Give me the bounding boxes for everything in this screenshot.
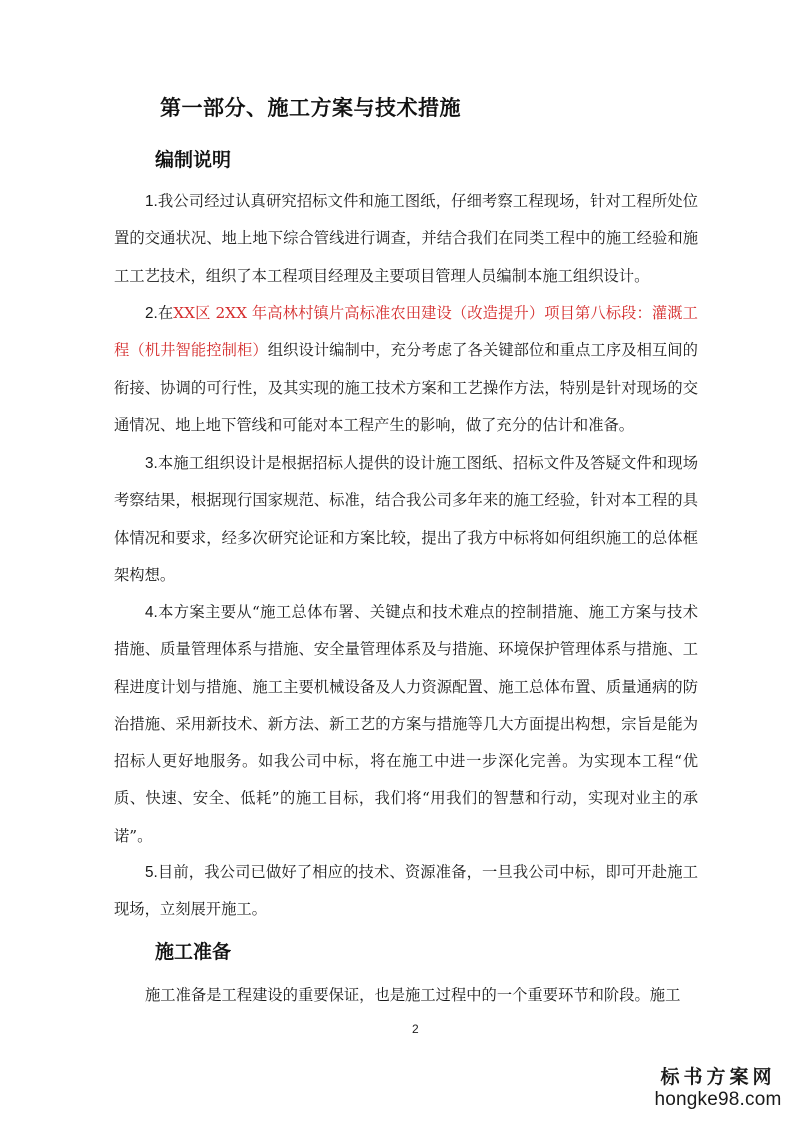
- paragraph-3-number: 3.: [145, 455, 158, 472]
- paragraph-4: [114, 594, 698, 855]
- paragraph-1-text: 我公司经过认真研究招标文件和施工图纸，仔细考察工程现场，针对工程所处位置的交通状况、地上地下综合管线进行调查，并结合我们在同类工程中的施工经验和施工工艺技术，组织了本工程项目经理及主要项目管理人员编制本施工组织设计。: [114, 192, 698, 285]
- paragraph-5-text: 目前，我公司已做好了相应的技术、资源准备，一旦我公司中标，即可开赴施工现场，立刻展开施工。: [114, 863, 698, 919]
- paragraph-6-text: 施工准备是工程建设的重要保证，也是施工过程中的一个重要环节和阶段。施工: [145, 986, 681, 1004]
- paragraph-6: [114, 977, 698, 1014]
- project-name-highlight: XX区 2XX 年高林村镇片高标准农田建设（改造提升）项目第八标段：灌溉工程（机井智能控制柜）: [114, 304, 698, 360]
- paragraph-3: [114, 445, 698, 594]
- paragraph-2: [114, 295, 698, 444]
- paragraph-5-number: 5.: [145, 864, 158, 881]
- paragraph-2-text: 组织设计编制中，充分考虑了各关键部位和重点工序及相互间的衔接、协调的可行性，及其实现的施工技术方案和工艺操作方法，特别是针对现场的交通情况、地上地下管线和可能对本工程产生的影响，做了充分的估计和准备。: [114, 341, 698, 434]
- watermark: [648, 1066, 788, 1112]
- paragraph-1: [114, 183, 698, 295]
- section-heading-preparation: 施工准备: [155, 941, 232, 963]
- watermark-chinese: 标书方案网: [660, 1066, 776, 1088]
- paragraph-4-number: 4.: [145, 604, 158, 621]
- page-title: 第一部分、施工方案与技术措施: [160, 96, 461, 120]
- paragraph-3-text: 本施工组织设计是根据招标人提供的设计施工图纸、招标文件及答疑文件和现场考察结果，根据现行国家规范、标准，结合我公司多年来的施工经验，针对本工程的具体情况和要求，经多次研究论证和方案比较，提出了我方中标将如何组织施工的总体框架构想。: [114, 454, 698, 584]
- watermark-url: hongke98.com: [654, 1089, 782, 1110]
- page-number: 2: [412, 1022, 419, 1036]
- paragraph-2-number: 2.: [145, 305, 158, 322]
- paragraph-5: [114, 854, 698, 929]
- paragraph-4-text: 本方案主要从“施工总体布署、关键点和技术难点的控制措施、施工方案与技术措施、质量管理体系与措施、安全量管理体系及与措施、环境保护管理体系与措施、工程进度计划与措施、施工主要机械设备及人力资源配置、施工总体布置、质量通病的防治措施、采用新技术、新方法、新工艺的方案与措施等几大方面提出构想，宗旨是能为招标人更好地服务。如我公司中标，将在施工中进一步深化完善。为实现本工程“优质、快速、安全、低耗”的施工目标，我们将“用我们的智慧和行动，实现对业主的承诺”。: [114, 603, 698, 845]
- section-heading-compilation: 编制说明: [155, 149, 232, 171]
- paragraph-1-number: 1.: [145, 193, 158, 210]
- paragraph-2-pre: 在: [157, 304, 174, 322]
